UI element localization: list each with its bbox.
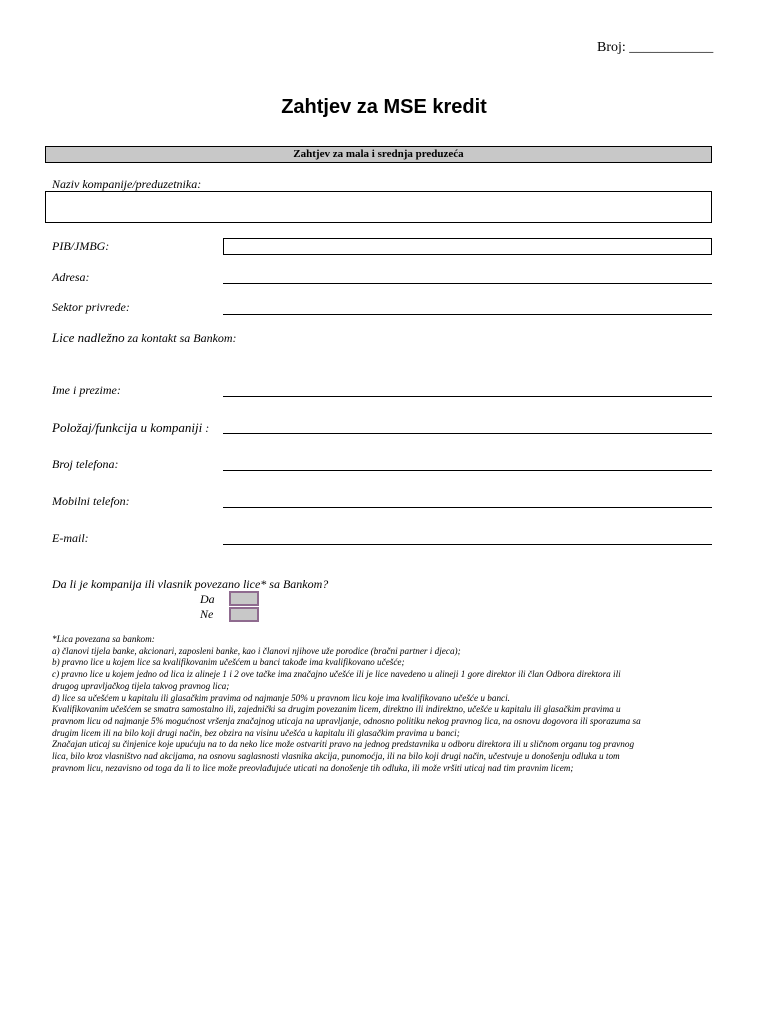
note-line: Kvalifikovanim učešćem se smatra samostalno ili, zajednički sa drugim povezanim licem, direktno ili indirektno, učešće u kapitalu ili glasačkim pravima u bbox=[52, 704, 621, 715]
position-text: Položaj/funkcija u kompaniji bbox=[52, 420, 203, 435]
position-colon: : bbox=[202, 421, 210, 435]
related-party-question: Da li je kompanija ili vlasnik povezano lice* sa Bankom? bbox=[52, 577, 329, 591]
mobile-field[interactable] bbox=[223, 507, 712, 508]
note-line: Značajan uticaj su činjenice koje upućuju na to da neko lice može ostvariti pravo na jednog predstavnika u odboru direktora ili u sličnom organu tog pravnog bbox=[52, 739, 635, 750]
mobile-label: Mobilni telefon: bbox=[52, 494, 130, 508]
yes-label: Da bbox=[200, 592, 215, 606]
note-line: pravnom licu, nezavisno od toga da li to lice može preovlađujuće uticati na donošenje tih odluka, ili može vršiti uticaj nad tim pravnim licem; bbox=[52, 762, 574, 773]
no-label: Ne bbox=[200, 607, 214, 621]
position-label bbox=[52, 420, 209, 436]
document-number: Broj: ____________ bbox=[597, 40, 714, 55]
note-line: d) lice sa učešćem u kapitalu ili glasačkim pravima od najmanje 50% u pravnom licu koje ima kvalifikovano učešće u banci. bbox=[52, 692, 510, 703]
note-line: pravnom licu od najmanje 5% mogućnost vršenja značajnog uticaja na upravljanje, odnosno politiku nekog pravnog lica, na osnovu dogovora ili sporazuma sa bbox=[52, 715, 641, 726]
contact-person-suffix: za kontakt sa Bankom: bbox=[124, 331, 237, 345]
full-name-label: Ime i prezime: bbox=[52, 383, 121, 397]
sector-label: Sektor privrede: bbox=[52, 300, 130, 314]
company-name-label: Naziv kompanije/preduzetnika: bbox=[52, 177, 202, 191]
note-line: drugim licem ili na bilo koji drugi način, bez obzira na visinu učešća u kapitalu ili glasačkim pravima u banci; bbox=[52, 727, 460, 738]
note-line: lica, bilo kroz vlasništvo nad akcijama, na osnovu saglasnosti vlasnika akcija, punomoćja, ili na bilo koji drugi način, učestvuje u donošenju odluka u tom bbox=[52, 751, 620, 762]
note-line: *Lica povezana sa bankom: bbox=[52, 634, 155, 644]
note-line: drugog upravljačkog tijela takvog pravnog lica; bbox=[52, 680, 230, 691]
note-line: b) pravno lice u kojem lice sa kvalifikovanim učešćem u banci takođe ima kvalifikovano učešće; bbox=[52, 657, 405, 668]
pib-field[interactable] bbox=[223, 238, 712, 255]
address-field[interactable] bbox=[223, 283, 712, 284]
note-line: a) članovi tijela banke, akcionari, zaposleni banke, kao i članovi njihove uže porodice (bračni partner i djeca); bbox=[52, 645, 461, 656]
full-name-field[interactable] bbox=[223, 396, 712, 397]
contact-person-prefix: Lice nadležno bbox=[52, 330, 125, 345]
page-title: Zahtjev za MSE kredit bbox=[281, 96, 487, 118]
address-label: Adresa: bbox=[52, 270, 90, 284]
related-parties-notes bbox=[52, 634, 712, 774]
email-label: E-mail: bbox=[52, 531, 89, 545]
pib-label: PIB/JMBG: bbox=[52, 239, 110, 253]
note-line: c) pravno lice u kojem jedno od lica iz alineje 1 i 2 ove tačke ima značajno učešće ili je lice navedeno u alineji 1 gore direktor ili član Odbora direktora ili bbox=[52, 669, 621, 680]
no-checkbox[interactable] bbox=[229, 607, 259, 622]
sector-field[interactable] bbox=[223, 314, 712, 315]
phone-label: Broj telefona: bbox=[52, 457, 119, 471]
yes-checkbox[interactable] bbox=[229, 591, 259, 606]
phone-field[interactable] bbox=[223, 470, 712, 471]
email-field[interactable] bbox=[223, 544, 712, 545]
contact-person-heading bbox=[52, 330, 237, 346]
position-field[interactable] bbox=[223, 433, 712, 434]
section-header: Zahtjev za mala i srednja preduzeća bbox=[45, 146, 712, 163]
company-name-field[interactable] bbox=[45, 191, 712, 223]
